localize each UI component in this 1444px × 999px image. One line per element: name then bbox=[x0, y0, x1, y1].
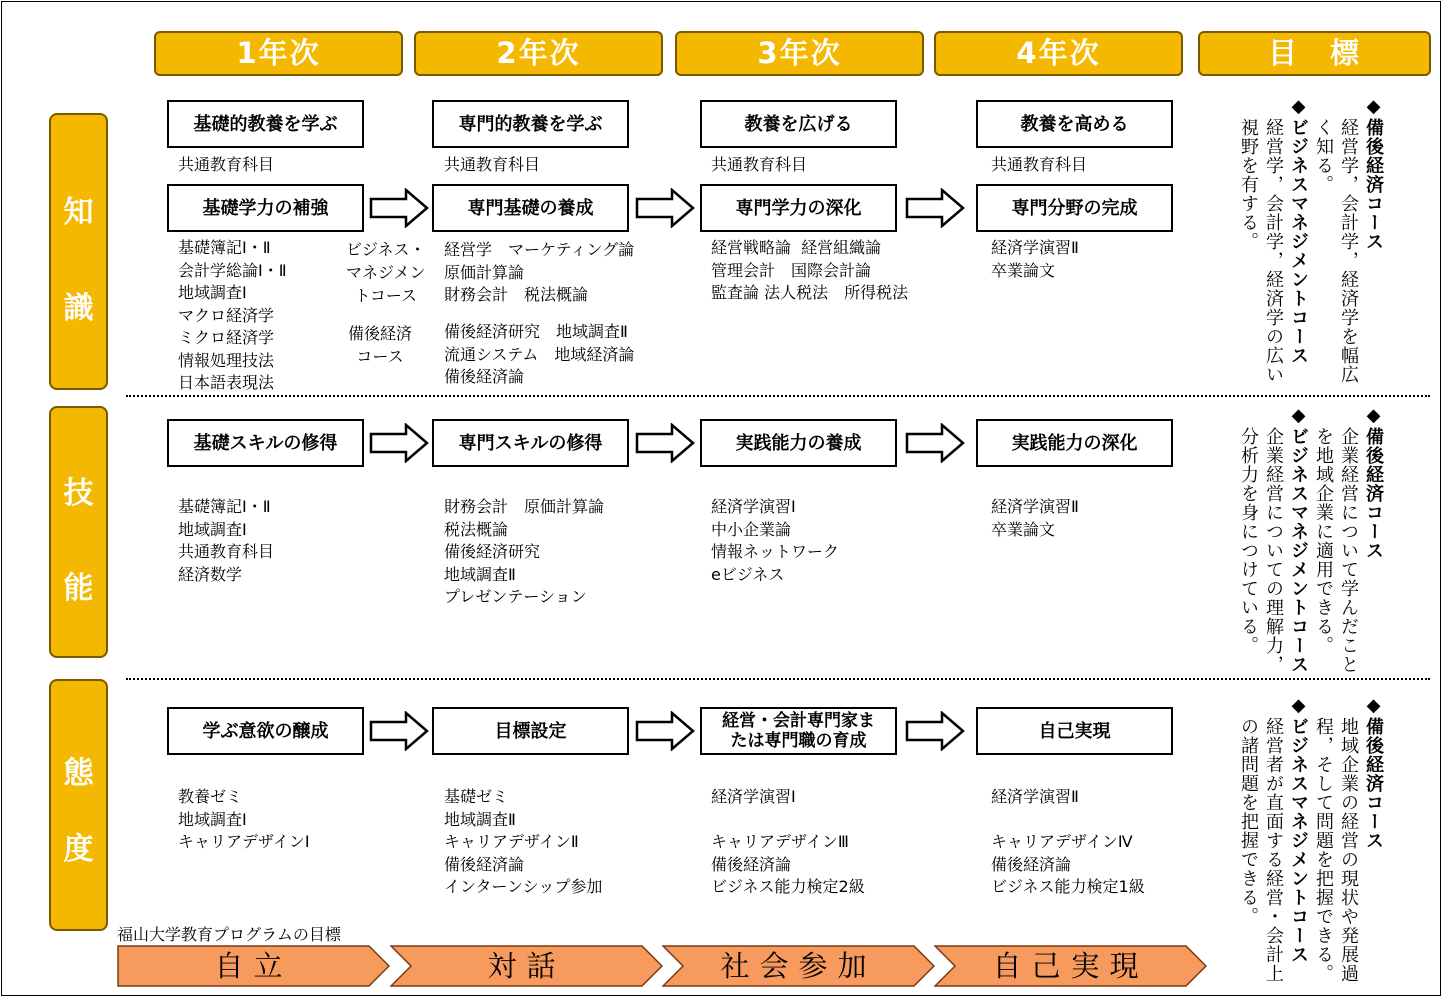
goal-knowledge bbox=[1236, 96, 1386, 388]
skills-box-2: 専門スキルの修得 bbox=[432, 419, 629, 467]
attitude-box-4: 自己実現 bbox=[976, 707, 1173, 755]
skills-subjects-year4: 経済学演習Ⅱ 卒業論文 bbox=[991, 497, 1079, 539]
side-skills: 技 能 bbox=[49, 406, 108, 658]
common-subjects-1: 共通教育科目 bbox=[178, 155, 275, 174]
side-knowledge: 知 識 bbox=[49, 113, 108, 390]
arrow-right-icon bbox=[635, 711, 695, 751]
step-chevron-2 bbox=[390, 945, 663, 987]
side-attitude: 態 度 bbox=[49, 679, 108, 931]
skills-subjects-year1: 基礎簿記Ⅰ・Ⅱ 地域調査Ⅰ 共通教育科目 経済数学 bbox=[178, 497, 275, 584]
attitude-subjects-year2: 基礎ゼミ 地域調査Ⅱ キャリアデザインⅡ 備後経済論 インターンシップ参加 bbox=[444, 787, 603, 896]
arrow-right-icon bbox=[635, 423, 695, 463]
common-subjects-3: 共通教育科目 bbox=[711, 155, 808, 174]
arrow-right-icon bbox=[369, 423, 429, 463]
knowledge-subjects-year1: 基礎簿記Ⅰ・Ⅱ 会計学総論Ⅰ・Ⅱ 地域調査Ⅰ マクロ経済学 ミクロ経済学 情報処理技法 日本語表現法 bbox=[178, 238, 287, 392]
step-chevron-1 bbox=[117, 945, 390, 987]
header-year-2: 2年次 bbox=[414, 31, 663, 76]
attitude-subjects-year1: 教養ゼミ 地域調査Ⅰ キャリアデザインⅠ bbox=[178, 787, 310, 851]
knowledge-stage-box-4: 専門分野の完成 bbox=[976, 184, 1173, 232]
attitude-box-3: 経営・会計専門家ま たは専門職の育成 bbox=[700, 707, 897, 755]
step-chevron-4 bbox=[934, 945, 1207, 987]
skills-box-4: 実践能力の深化 bbox=[976, 419, 1173, 467]
knowledge-stage-box-2: 専門基礎の養成 bbox=[432, 184, 629, 232]
knowledge-top-box-3: 教養を広げる bbox=[700, 100, 897, 148]
step-label-3: 社会参加 bbox=[720, 949, 877, 983]
knowledge-stage-box-3: 専門学力の深化 bbox=[700, 184, 897, 232]
knowledge-subjects-year2-business: 経営学 マーケティング論 原価計算論 財務会計 税法概論 bbox=[444, 240, 635, 304]
goal-knowledge-biz-text: 経営学，会計学，経済学の広い視野を有する。 bbox=[1238, 118, 1284, 384]
program-goal-title: 福山大学教育プログラムの目標 bbox=[117, 925, 341, 944]
arrow-right-icon bbox=[905, 711, 965, 751]
step-label-4: 自己実現 bbox=[992, 949, 1149, 983]
step-chevron-3 bbox=[662, 945, 935, 987]
goal-knowledge-bingo-head: ◆備後経済コース bbox=[1363, 96, 1384, 251]
common-subjects-4: 共通教育科目 bbox=[991, 155, 1088, 174]
attitude-box-1: 学ぶ意欲の醸成 bbox=[167, 707, 364, 755]
knowledge-subjects-year2-bingo: 備後経済研究 地域調査Ⅱ 流通システム 地域経済論 備後経済論 bbox=[444, 322, 635, 386]
skills-subjects-year2: 財務会計 原価計算論 税法概論 備後経済研究 地域調査Ⅱ プレゼンテーション bbox=[444, 497, 605, 606]
goal-attitude-bingo-head: ◆備後経済コース bbox=[1363, 695, 1384, 850]
knowledge-top-box-4: 教養を高める bbox=[976, 100, 1173, 148]
arrow-right-icon bbox=[905, 423, 965, 463]
common-subjects-2: 共通教育科目 bbox=[444, 155, 541, 174]
goal-attitude-bingo-text: 地域企業の経営の現状や発展過程，そして問題を把握できる。 bbox=[1313, 717, 1359, 983]
knowledge-subjects-year3: 経営戦略論 経営組織論 管理会計 国際会計論 監査論 法人税法 所得税法 bbox=[711, 238, 909, 302]
header-year-3: 3年次 bbox=[675, 31, 924, 76]
separator-2 bbox=[126, 678, 1430, 680]
course-label-business: ビジネス・ マネジメン トコース bbox=[346, 240, 426, 305]
goal-skills-biz-head: ◆ビジネスマネジメントコース bbox=[1288, 405, 1309, 674]
goal-knowledge-biz-head: ◆ビジネスマネジメントコース bbox=[1288, 96, 1309, 365]
knowledge-top-box-1: 基礎的教養を学ぶ bbox=[167, 100, 364, 148]
header-year-1: 1年次 bbox=[154, 31, 403, 76]
arrow-right-icon bbox=[635, 188, 695, 228]
header-goal: 目 標 bbox=[1198, 31, 1431, 76]
attitude-subjects-year4: 経済学演習Ⅱ キャリアデザインⅣ 備後経済論 ビジネス能力検定1級 bbox=[991, 787, 1145, 896]
arrow-right-icon bbox=[905, 188, 965, 228]
skills-box-3: 実践能力の養成 bbox=[700, 419, 897, 467]
header-year-4: 4年次 bbox=[934, 31, 1183, 76]
attitude-subjects-year3: 経済学演習Ⅰ キャリアデザインⅢ 備後経済論 ビジネス能力検定2級 bbox=[711, 787, 865, 896]
goal-skills-biz-text: 企業経営についての理解力，分析力を身につけている。 bbox=[1238, 427, 1284, 674]
skills-subjects-year3: 経済学演習Ⅰ 中小企業論 情報ネットワーク eビジネス bbox=[711, 497, 840, 584]
step-label-2: 対話 bbox=[487, 949, 566, 983]
goal-knowledge-bingo-text: 経営学，会計学，経済学を幅広く知る。 bbox=[1313, 118, 1359, 384]
knowledge-subjects-year4: 経済学演習Ⅱ 卒業論文 bbox=[991, 238, 1079, 280]
step-label-1: 自立 bbox=[214, 949, 293, 983]
arrow-right-icon bbox=[369, 711, 429, 751]
goal-attitude-biz-text: 経営者が直面する経営・会計上の諸問題を把握できる。 bbox=[1238, 717, 1284, 983]
separator-1 bbox=[126, 395, 1430, 397]
goal-attitude bbox=[1236, 695, 1386, 985]
knowledge-top-box-2: 専門的教養を学ぶ bbox=[432, 100, 629, 148]
knowledge-stage-box-1: 基礎学力の補強 bbox=[167, 184, 364, 232]
arrow-right-icon bbox=[369, 188, 429, 228]
goal-attitude-biz-head: ◆ビジネスマネジメントコース bbox=[1288, 695, 1309, 964]
attitude-box-2: 目標設定 bbox=[432, 707, 629, 755]
skills-box-1: 基礎スキルの修得 bbox=[167, 419, 364, 467]
goal-skills bbox=[1236, 405, 1386, 675]
goal-skills-bingo-head: ◆備後経済コース bbox=[1363, 405, 1384, 560]
goal-skills-bingo-text: 企業経営について学んだことを地域企業に適用できる。 bbox=[1313, 427, 1359, 674]
course-label-bingo: 備後経済 コース bbox=[348, 324, 413, 366]
